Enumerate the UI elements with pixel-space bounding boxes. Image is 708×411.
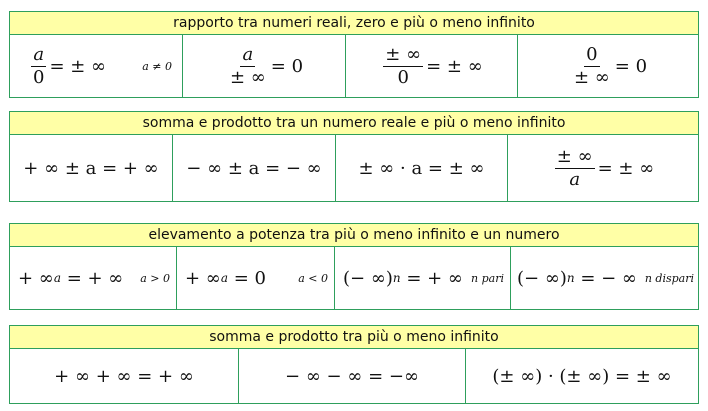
denominator: ± ∞	[229, 66, 266, 88]
formula-cell	[336, 135, 508, 201]
exponent: a	[53, 271, 61, 285]
condition: a > 0	[140, 271, 170, 285]
result: = 0	[614, 55, 648, 77]
condition: a < 0	[298, 271, 328, 285]
formula: − ∞ ± a = − ∞	[186, 157, 322, 179]
formula-cell	[346, 35, 518, 97]
condition: n dispari	[644, 271, 694, 285]
section-title: somma e prodotto tra più o meno infinito	[10, 326, 698, 349]
exponent: a	[220, 271, 228, 285]
numerator: a	[242, 43, 254, 65]
condition: n pari	[471, 271, 504, 285]
denominator: 0	[397, 66, 409, 88]
formula-cell	[177, 247, 335, 309]
section-sum-product-real	[9, 111, 699, 202]
formula-cell	[10, 35, 183, 97]
exponent: n	[392, 271, 401, 285]
section-title: somma e prodotto tra un numero reale e più o meno infinito	[10, 112, 698, 135]
numerator: ± ∞	[385, 43, 422, 65]
fraction	[555, 147, 595, 190]
section-ratio	[9, 11, 699, 98]
denominator: 0	[33, 66, 45, 88]
result: = ± ∞	[597, 157, 655, 179]
base: (− ∞)	[517, 267, 567, 289]
base: + ∞	[185, 267, 221, 289]
formula: (± ∞) · (± ∞) = ± ∞	[492, 365, 672, 387]
formula-cell	[10, 135, 173, 201]
formula-cell	[518, 35, 698, 97]
formula: ± ∞ · a = ± ∞	[358, 157, 485, 179]
formula: − ∞ − ∞ = −∞	[285, 365, 419, 387]
numerator: ± ∞	[556, 145, 593, 167]
formula-cell	[10, 349, 239, 403]
result: = + ∞	[406, 267, 463, 289]
formula-cell	[508, 135, 698, 201]
result: = ± ∞	[49, 55, 107, 77]
formula-cell	[335, 247, 511, 309]
condition: a ≠ 0	[142, 59, 172, 73]
fraction	[572, 45, 612, 88]
formula-cell	[10, 247, 177, 309]
formula-cell	[466, 349, 698, 403]
numerator: a	[33, 43, 45, 65]
formula: + ∞ ± a = + ∞	[23, 157, 159, 179]
section-power	[9, 223, 699, 310]
result: = ± ∞	[426, 55, 483, 77]
formula-cell	[511, 247, 698, 309]
result: = 0	[233, 267, 266, 289]
result: = + ∞	[66, 267, 124, 289]
formula-cell	[183, 35, 346, 97]
fraction	[228, 45, 268, 88]
base: + ∞	[18, 267, 54, 289]
formula-cell	[173, 135, 336, 201]
formula-cell	[239, 349, 466, 403]
denominator: ± ∞	[573, 66, 610, 88]
fraction	[31, 45, 46, 88]
denominator: a	[569, 168, 581, 190]
result: = − ∞	[580, 267, 637, 289]
section-title: elevamento a potenza tra più o meno infinito e un numero	[10, 224, 698, 247]
section-title: rapporto tra numeri reali, zero e più o meno infinito	[10, 12, 698, 35]
result: = 0	[270, 55, 304, 77]
numerator: 0	[586, 43, 598, 65]
fraction	[383, 45, 423, 88]
base: (− ∞)	[343, 267, 393, 289]
section-sum-product-infinity	[9, 325, 699, 404]
formula: + ∞ + ∞ = + ∞	[54, 365, 194, 387]
exponent: n	[566, 271, 575, 285]
